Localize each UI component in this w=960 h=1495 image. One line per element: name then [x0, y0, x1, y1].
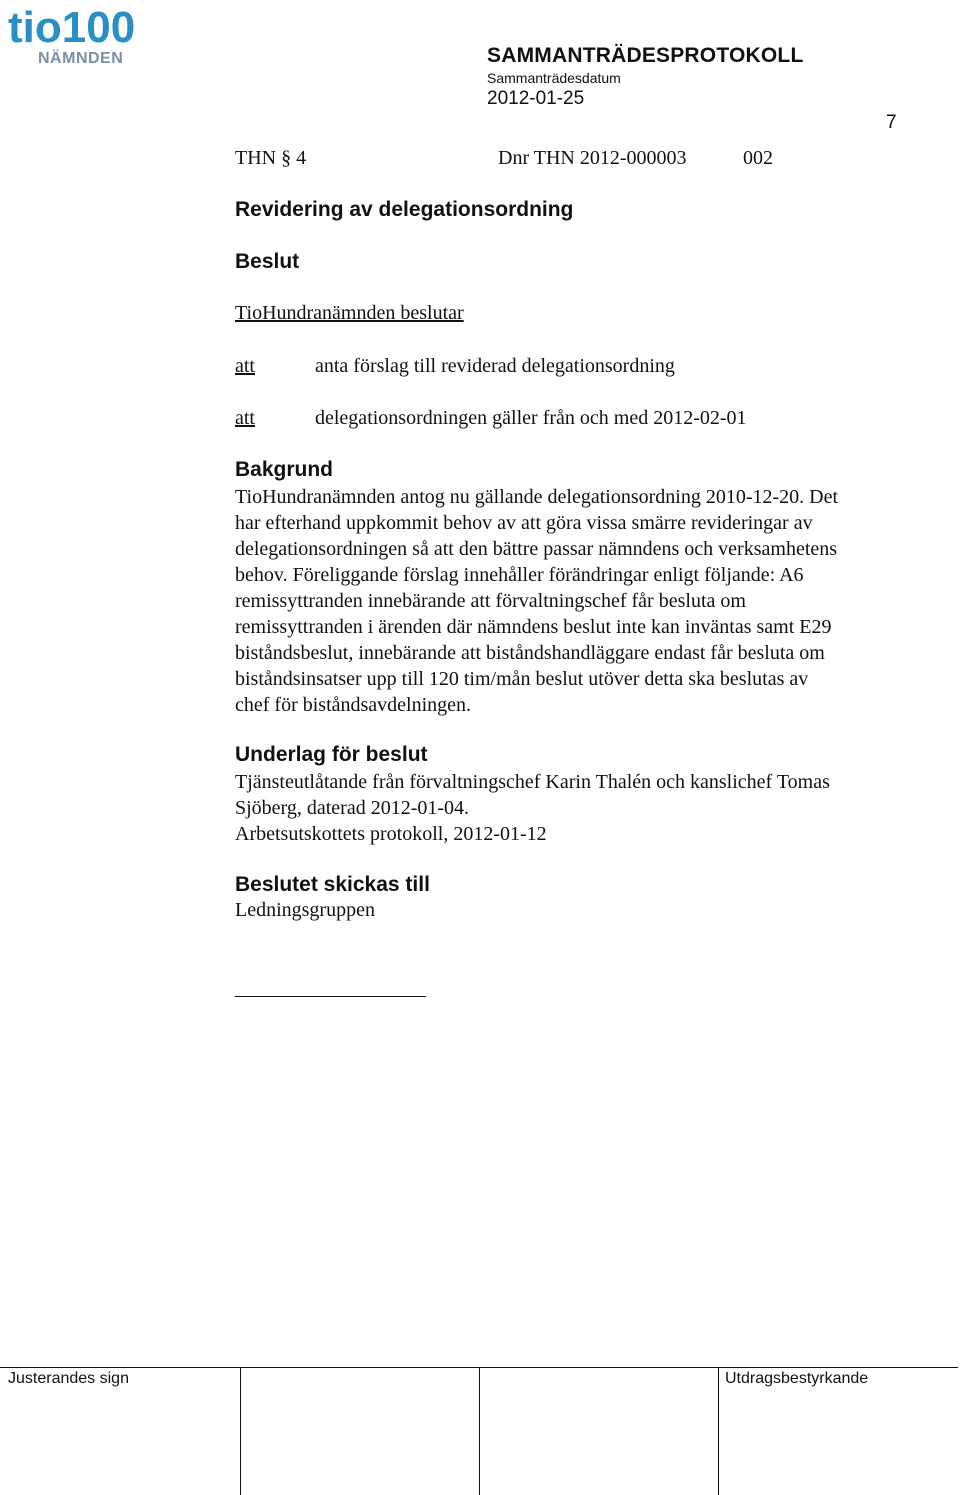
adjuster-sign-label: Justerandes sign: [8, 1370, 129, 1387]
text-line: chef för biståndsavdelningen.: [235, 694, 472, 716]
background-heading: Bakgrund: [235, 458, 334, 481]
extract-certified-label: Utdragsbestyrkande: [725, 1370, 869, 1387]
text-line: behov. Föreliggande förslag innehåller förändringar enligt följande: A6: [235, 564, 804, 586]
tio100-logo: [6, 2, 162, 68]
basis-text: [235, 769, 925, 847]
sent-to-heading: Beslutet skickas till: [235, 873, 430, 896]
background-text: [235, 484, 925, 718]
footer-column-divider: [718, 1367, 719, 1495]
text-line: TioHundranämnden antog nu gällande delegationsordning 2010-12-20. Det: [235, 486, 839, 508]
text-line: Tjänsteutlåtande från förvaltningschef Karin Thalén och kanslichef Tomas: [235, 771, 830, 793]
text-line: Arbetsutskottets protokoll, 2012-01-12: [235, 823, 547, 845]
decision-item-text: anta förslag till reviderad delegationsordning: [315, 355, 675, 377]
decision-item-text: delegationsordningen gäller från och med 2012-02-01: [315, 407, 747, 429]
decision-item-prefix: att: [235, 355, 255, 377]
decision-heading: Beslut: [235, 250, 300, 273]
case-code: 002: [743, 147, 773, 169]
decision-intro: TioHundranämnden beslutar: [235, 302, 464, 324]
meeting-date-label: Sammanträdesdatum: [487, 70, 621, 86]
meeting-date: 2012-01-25: [487, 88, 585, 109]
text-line: Sjöberg, daterad 2012-01-04.: [235, 797, 470, 819]
page-title: Revidering av delegationsordning: [235, 198, 574, 221]
decision-item-prefix: att: [235, 407, 255, 429]
document-type: SAMMANTRÄDESPROTOKOLL: [487, 44, 804, 67]
tio100-logo-mark: [6, 2, 162, 52]
signature-line: [235, 996, 426, 997]
basis-heading: Underlag för beslut: [235, 743, 428, 766]
case-paragraph: THN § 4: [235, 147, 307, 169]
text-line: har efterhand uppkommit behov av att göra vissa smärre revideringar av: [235, 512, 813, 534]
text-line: biståndsbeslut, innebärande att biståndshandläggare endast får besluta om: [235, 642, 825, 664]
text-line: biståndsinsatser upp till 120 tim/mån beslut utöver detta ska beslutas av: [235, 668, 809, 690]
text-line: delegationsordningen så att den bättre passar nämndens och verksamhetens: [235, 538, 838, 560]
case-dnr: Dnr THN 2012-000003: [498, 147, 687, 169]
page-number: 7: [886, 112, 897, 133]
text-line: remissyttranden innebärande att förvaltningschef får besluta om: [235, 590, 746, 612]
text-line: remissyttranden i ärenden där nämndens beslut inte kan inväntas samt E29: [235, 616, 832, 638]
footer-column-divider: [240, 1367, 241, 1495]
footer-column-divider: [479, 1367, 480, 1495]
sent-to-recipient: Ledningsgruppen: [235, 899, 375, 921]
logo-subtitle: NÄMNDEN: [38, 50, 124, 67]
logo-text: tio100: [8, 3, 136, 52]
